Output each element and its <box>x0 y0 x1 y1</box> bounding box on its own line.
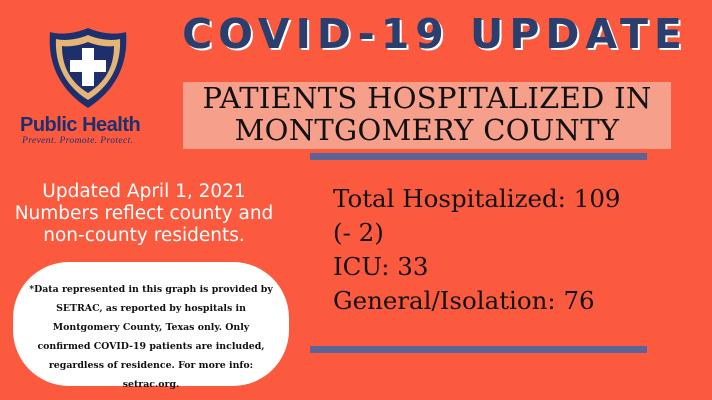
icu-count: ICU: 33 <box>333 252 429 281</box>
brand-tagline: Prevent. Promote. Protect. <box>22 136 134 146</box>
total-hospitalized: Total Hospitalized: 109 <box>333 184 621 213</box>
brand-name: Public Health <box>20 114 141 136</box>
page-subtitle: PATIENTS HOSPITALIZED IN MONTGOMERY COUNTY <box>202 81 652 147</box>
divider-top <box>310 153 647 160</box>
data-note-text: *Data represented in this graph is provided by SETRAC, as reported by hospitals in Montgomery County, Texas only. Only confirmed COVID-19 patients are included, regardless of residence. For more info: setrac.org. <box>29 284 273 390</box>
page-title: COVID-19 UPDATE <box>182 10 688 58</box>
general-isolation-count: General/Isolation: 76 <box>333 286 595 315</box>
total-change: (- 2) <box>333 218 384 247</box>
shield-cross-icon <box>46 26 130 110</box>
hospitalization-stats <box>333 182 703 318</box>
divider-bottom <box>310 346 647 353</box>
public-health-logo <box>18 22 163 152</box>
update-info: Updated April 1, 2021 Numbers reflect county and non-county residents. <box>14 181 274 246</box>
